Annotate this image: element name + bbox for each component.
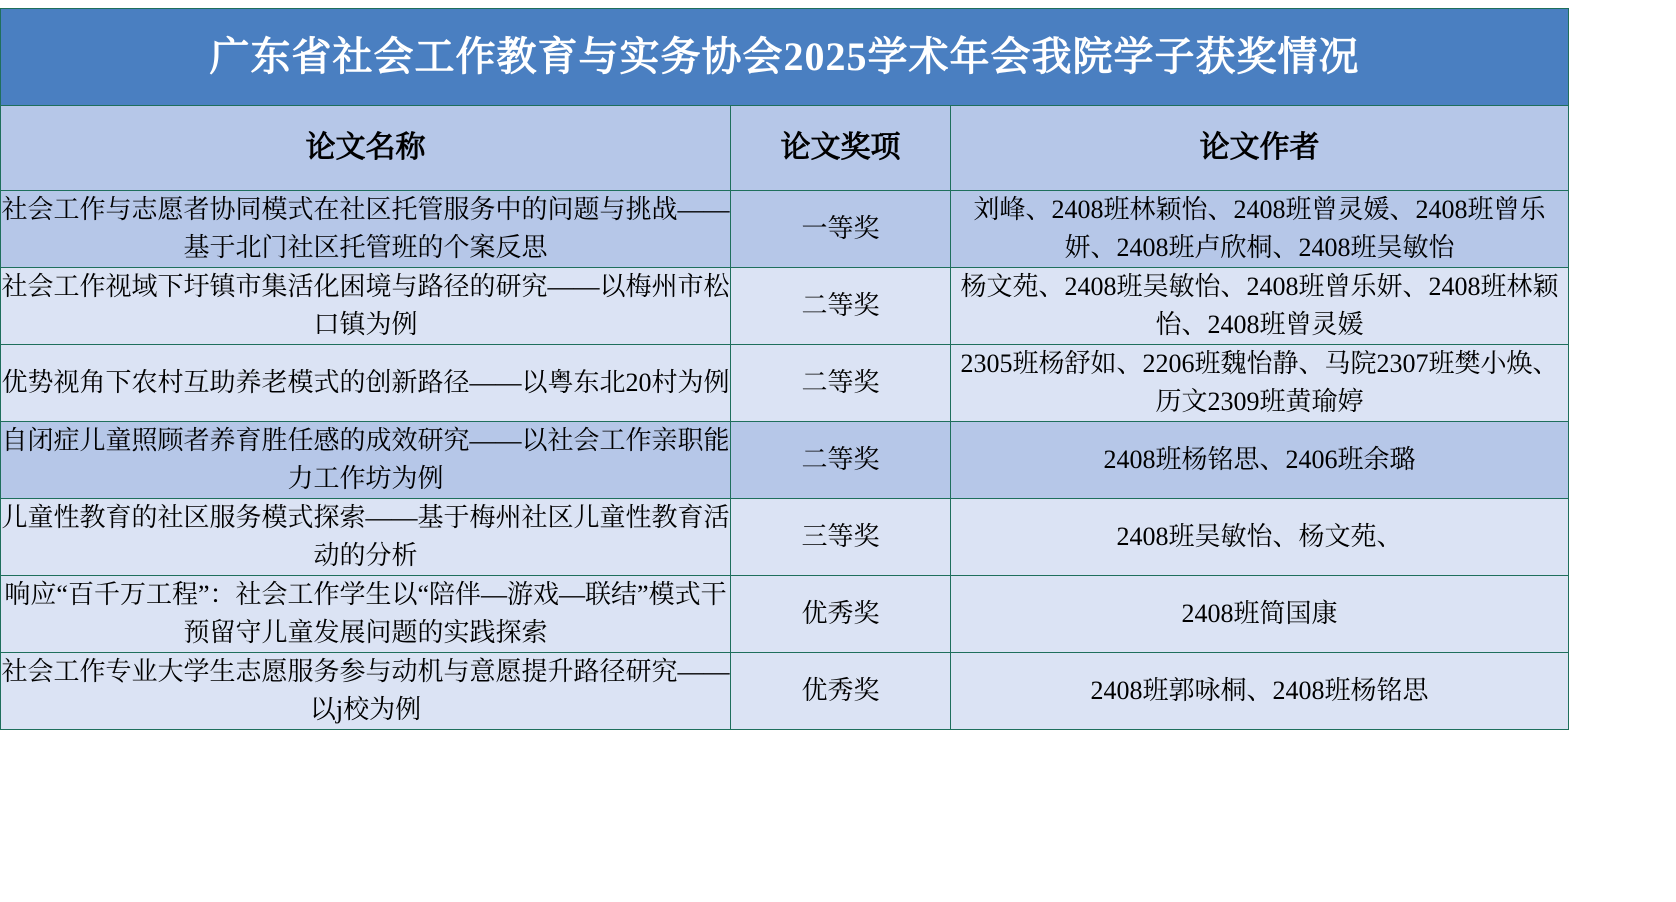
table-row <box>1 345 1569 422</box>
award-table <box>0 8 1569 730</box>
cell-paper-title: 优势视角下农村互助养老模式的创新路径——以粤东北20村为例 <box>1 345 731 422</box>
table-title-row <box>1 9 1569 106</box>
cell-paper-title: 自闭症儿童照顾者养育胜任感的成效研究——以社会工作亲职能力工作坊为例 <box>1 422 731 499</box>
cell-paper-title: 社会工作与志愿者协同模式在社区托管服务中的问题与挑战——基于北门社区托管班的个案反思 <box>1 191 731 268</box>
cell-authors: 2408班简国康 <box>951 576 1569 653</box>
table-row <box>1 653 1569 730</box>
table-header-row <box>1 106 1569 191</box>
column-header-authors: 论文作者 <box>951 106 1569 191</box>
cell-award: 优秀奖 <box>731 576 951 653</box>
cell-paper-title: 社会工作专业大学生志愿服务参与动机与意愿提升路径研究——以j校为例 <box>1 653 731 730</box>
cell-authors: 2408班吴敏怡、杨文苑、 <box>951 499 1569 576</box>
table-row <box>1 422 1569 499</box>
column-header-paper-title: 论文名称 <box>1 106 731 191</box>
cell-award: 一等奖 <box>731 191 951 268</box>
cell-authors: 2305班杨舒如、2206班魏怡静、马院2307班樊小焕、历文2309班黄瑜婷 <box>951 345 1569 422</box>
cell-paper-title: 响应“百千万工程”：社会工作学生以“陪伴—游戏—联结”模式干预留守儿童发展问题的实践探索 <box>1 576 731 653</box>
page-title: 广东省社会工作教育与实务协会2025学术年会我院学子获奖情况 <box>1 9 1569 106</box>
cell-award: 二等奖 <box>731 268 951 345</box>
cell-authors: 2408班郭咏桐、2408班杨铭思 <box>951 653 1569 730</box>
table-row <box>1 576 1569 653</box>
table-row <box>1 499 1569 576</box>
table-row <box>1 268 1569 345</box>
cell-award: 二等奖 <box>731 422 951 499</box>
cell-authors: 杨文苑、2408班吴敏怡、2408班曾乐妍、2408班林颖怡、2408班曾灵媛 <box>951 268 1569 345</box>
cell-paper-title: 社会工作视域下圩镇市集活化困境与路径的研究——以梅州市松口镇为例 <box>1 268 731 345</box>
column-header-award: 论文奖项 <box>731 106 951 191</box>
cell-authors: 2408班杨铭思、2406班余璐 <box>951 422 1569 499</box>
table-row <box>1 191 1569 268</box>
cell-award: 优秀奖 <box>731 653 951 730</box>
cell-award: 二等奖 <box>731 345 951 422</box>
cell-authors: 刘峰、2408班林颖怡、2408班曾灵媛、2408班曾乐妍、2408班卢欣桐、2408班吴敏怡 <box>951 191 1569 268</box>
cell-award: 三等奖 <box>731 499 951 576</box>
cell-paper-title: 儿童性教育的社区服务模式探索——基于梅州社区儿童性教育活动的分析 <box>1 499 731 576</box>
